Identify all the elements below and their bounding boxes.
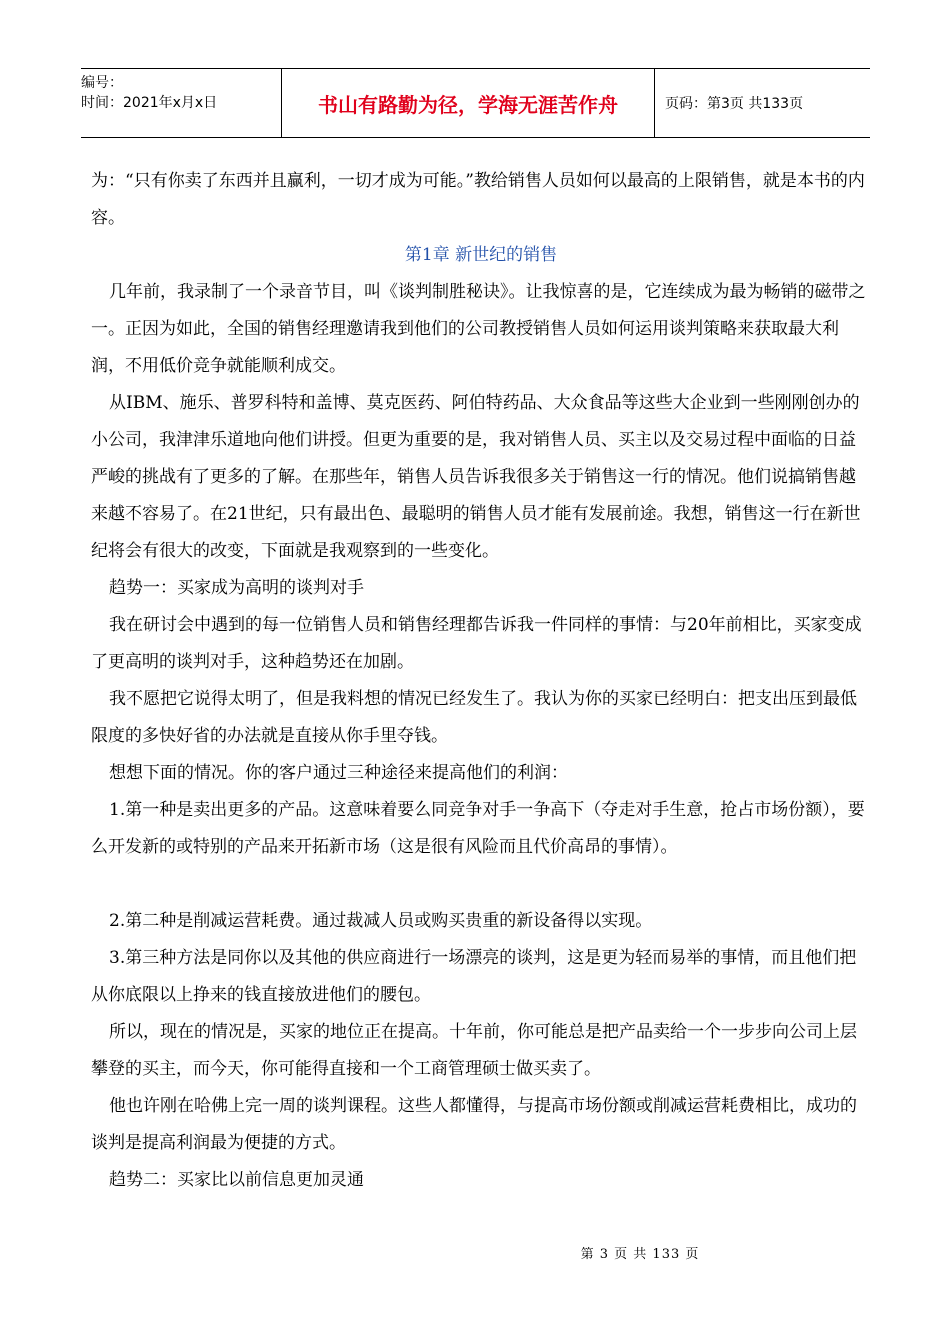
paragraph: 从IBM、施乐、普罗科特和盖博、莫克医药、阿伯特药品、大众食品等这些大企业到一些刚刚创办的小公司，我津津乐道地向他们讲授。但更为重要的是，我对销售人员、买主以及交易过程中面临的日益严峻的挑战有了更多的了解。在那些年，销售人员告诉我很多关于销售这一行的情况。他们说搞销售越来越不容易了。在21世纪，只有最出色、最聪明的销售人员才能有发展前途。我想，销售这一行在新世纪将会有很大的改变，下面就是我观察到的一些变化。 bbox=[91, 393, 861, 561]
footer-page-number: 第 3 页 共 133 页 bbox=[580, 1247, 700, 1262]
paragraph: 他也许刚在哈佛上完一周的谈判课程。这些人都懂得，与提高市场份额或削减运营耗费相比，成功的谈判是提高利润最为便捷的方式。 bbox=[91, 1096, 857, 1153]
paragraph: 我不愿把它说得太明了，但是我料想的情况已经发生了。我认为你的买家已经明白：把支出压到最低限度的多快好省的办法就是直接从你手里夺钱。 bbox=[91, 689, 857, 746]
header-left-cell bbox=[81, 69, 281, 137]
section-heading: 趋势二：买家比以前信息更加灵通 bbox=[109, 1170, 364, 1190]
blank-line bbox=[91, 866, 871, 903]
chapter-title: 第1章 新世纪的销售 bbox=[404, 245, 558, 265]
page-info: 页码：第3页 共133页 bbox=[665, 96, 804, 112]
list-item: 3.第三种方法是同你以及其他的供应商进行一场漂亮的谈判，这是更为轻而易举的事情，而且他们把从你底限以上挣来的钱直接放进他们的腰包。 bbox=[91, 948, 857, 1005]
motto: 书山有路勤为径，学海无涯苦作舟 bbox=[281, 69, 655, 137]
body-text bbox=[91, 163, 871, 1199]
list-item: 2.第二种是削减运营耗费。通过裁减人员或购买贵重的新设备得以实现。 bbox=[109, 911, 653, 931]
paragraph: 几年前，我录制了一个录音节目，叫《谈判制胜秘诀》。让我惊喜的是，它连续成为最为畅销的磁带之一。正因为如此，全国的销售经理邀请我到他们的公司教授销售人员如何运用谈判策略来获取最大利润，不用低价竞争就能顺利成交。 bbox=[91, 282, 866, 376]
header-table bbox=[81, 68, 870, 138]
paragraph: 我在研讨会中遇到的每一位销售人员和销售经理都告诉我一件同样的事情：与20年前相比，买家变成了更高明的谈判对手，这种趋势还在加剧。 bbox=[91, 615, 862, 672]
paragraph: 所以，现在的情况是，买家的地位正在提高。十年前，你可能总是把产品卖给一个一步步向公司上层攀登的买主，而今天，你可能得直接和一个工商管理硕士做买卖了。 bbox=[91, 1022, 857, 1079]
section-heading: 趋势一：买家成为高明的谈判对手 bbox=[109, 578, 364, 598]
list-item: 1.第一种是卖出更多的产品。这意味着要么同竞争对手一争高下（夺走对手生意，抢占市场份额），要么开发新的或特别的产品来开拓新市场（这是很有风险而且代价高昂的事情）。 bbox=[91, 800, 865, 857]
page-footer bbox=[0, 1243, 950, 1262]
paragraph: 想想下面的情况。你的客户通过三种途径来提高他们的利润： bbox=[109, 763, 568, 783]
number-label: 编号： bbox=[81, 75, 123, 91]
time-label: 时间：2021年x月x日 bbox=[81, 95, 218, 111]
paragraph: 为：“只有你卖了东西并且赢利，一切才成为可能。”教给销售人员如何以最高的上限销售，就是本书的内容。 bbox=[91, 171, 865, 228]
